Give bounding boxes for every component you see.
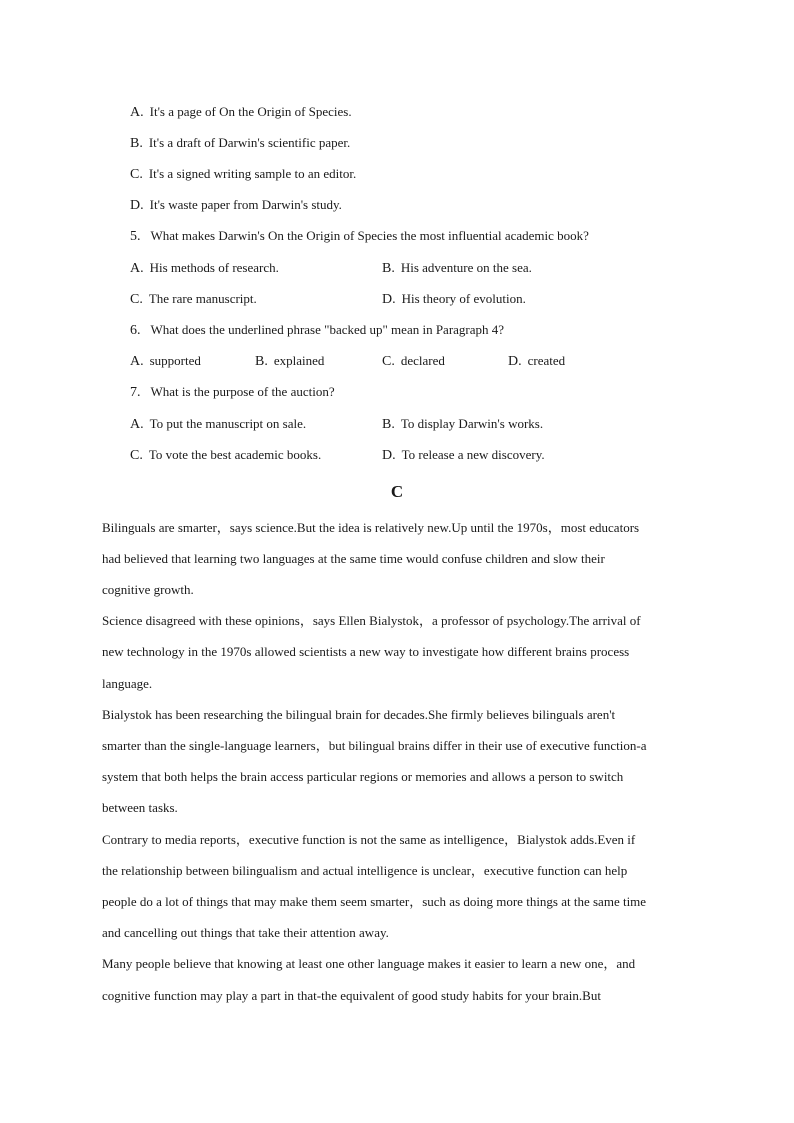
passage-line: system that both helps the brain access particular regions or memories and allows a person to switch [102,769,624,784]
option-text: The rare manuscript. [148,291,257,306]
question-text: What does the underlined phrase "backed up" mean in Paragraph 4? [150,322,505,337]
option-letter: C. [130,292,143,307]
passage-line: had believed that learning two languages at the same time would confuse children and slow their [102,551,605,566]
q5-option-b [382,260,532,277]
passage-line: Bialystok has been researching the bilingual brain for decades.She firmly believes bilinguals aren't [102,707,616,722]
question-5 [130,228,589,245]
option-text: supported [149,353,201,368]
q7-option-a [130,416,306,433]
option-letter: A. [130,417,144,432]
passage-line: Contrary to media reports，executive function is not the same as intelligence，Bialystok adds.Even if [102,832,636,847]
option-text: His theory of evolution. [401,291,526,306]
passage-line: people do a lot of things that may make them seem smarter，such as doing more things at the same time [102,894,647,909]
question-7 [130,384,335,401]
q7-option-b [382,416,543,433]
question-number: 7. [130,385,141,400]
option-letter: B. [382,417,395,432]
option-letter: B. [255,354,268,369]
q5-option-a [130,260,279,277]
q6-option-b [255,353,324,370]
q5-option-c [130,291,257,308]
option-text: To display Darwin's works. [400,416,544,431]
option-letter: D. [382,292,396,307]
passage-line: between tasks. [102,800,178,815]
option-text: It's waste paper from Darwin's study. [149,197,342,212]
question-number: 6. [130,323,141,338]
question-text: What makes Darwin's On the Origin of Species the most influential academic book? [150,228,589,243]
passage-line: Science disagreed with these opinions，says Ellen Bialystok，a professor of psychology.The arrival of [102,613,641,628]
option-letter: A. [130,105,144,120]
option-text: It's a page of On the Origin of Species. [149,104,352,119]
question-6 [130,322,504,339]
passage-line: smarter than the single-language learners，but bilingual brains differ in their use of executive function-a [102,738,647,753]
option-text: explained [273,353,325,368]
option-text: created [527,353,566,368]
passage-line: cognitive growth. [102,582,194,597]
option-letter: D. [130,198,144,213]
option-letter: C. [130,448,143,463]
option-letter: C. [130,167,143,182]
q7-option-d [382,447,545,464]
option-text: To vote the best academic books. [148,447,322,462]
passage-line: Bilinguals are smarter，says science.But the idea is relatively new.Up until the 1970s，most educators [102,520,640,535]
passage-line: language. [102,676,153,691]
option-letter: B. [130,136,143,151]
passage-line: the relationship between bilingualism and actual intelligence is unclear，executive function can help [102,863,628,878]
option-text: It's a draft of Darwin's scientific paper. [148,135,351,150]
passage-line: Many people believe that knowing at least one other language makes it easier to learn a new one，and [102,956,636,971]
option-letter: B. [382,261,395,276]
option-text: His methods of research. [149,260,279,275]
q4-option-b [130,135,350,152]
q6-option-d [508,353,565,370]
passage-line: new technology in the 1970s allowed scientists a new way to investigate how different brains process [102,644,630,659]
option-text: It's a signed writing sample to an editor. [148,166,357,181]
section-heading: C [390,482,404,501]
passage-line: cognitive function may play a part in that-the equivalent of good study habits for your brain.But [102,988,601,1003]
question-text: What is the purpose of the auction? [150,384,335,399]
q4-option-c [130,166,356,183]
option-letter: D. [508,354,522,369]
option-letter: A. [130,261,144,276]
option-text: To release a new discovery. [401,447,545,462]
question-number: 5. [130,229,141,244]
option-text: To put the manuscript on sale. [149,416,307,431]
q4-option-a [130,104,352,121]
q6-option-a [130,353,201,370]
passage-line: and cancelling out things that take their attention away. [102,925,389,940]
q6-option-c [382,353,445,370]
option-letter: D. [382,448,396,463]
q4-option-d [130,197,342,214]
option-letter: A. [130,354,144,369]
option-letter: C. [382,354,395,369]
q5-option-d [382,291,526,308]
option-text: declared [400,353,445,368]
option-text: His adventure on the sea. [400,260,532,275]
q7-option-c [130,447,321,464]
